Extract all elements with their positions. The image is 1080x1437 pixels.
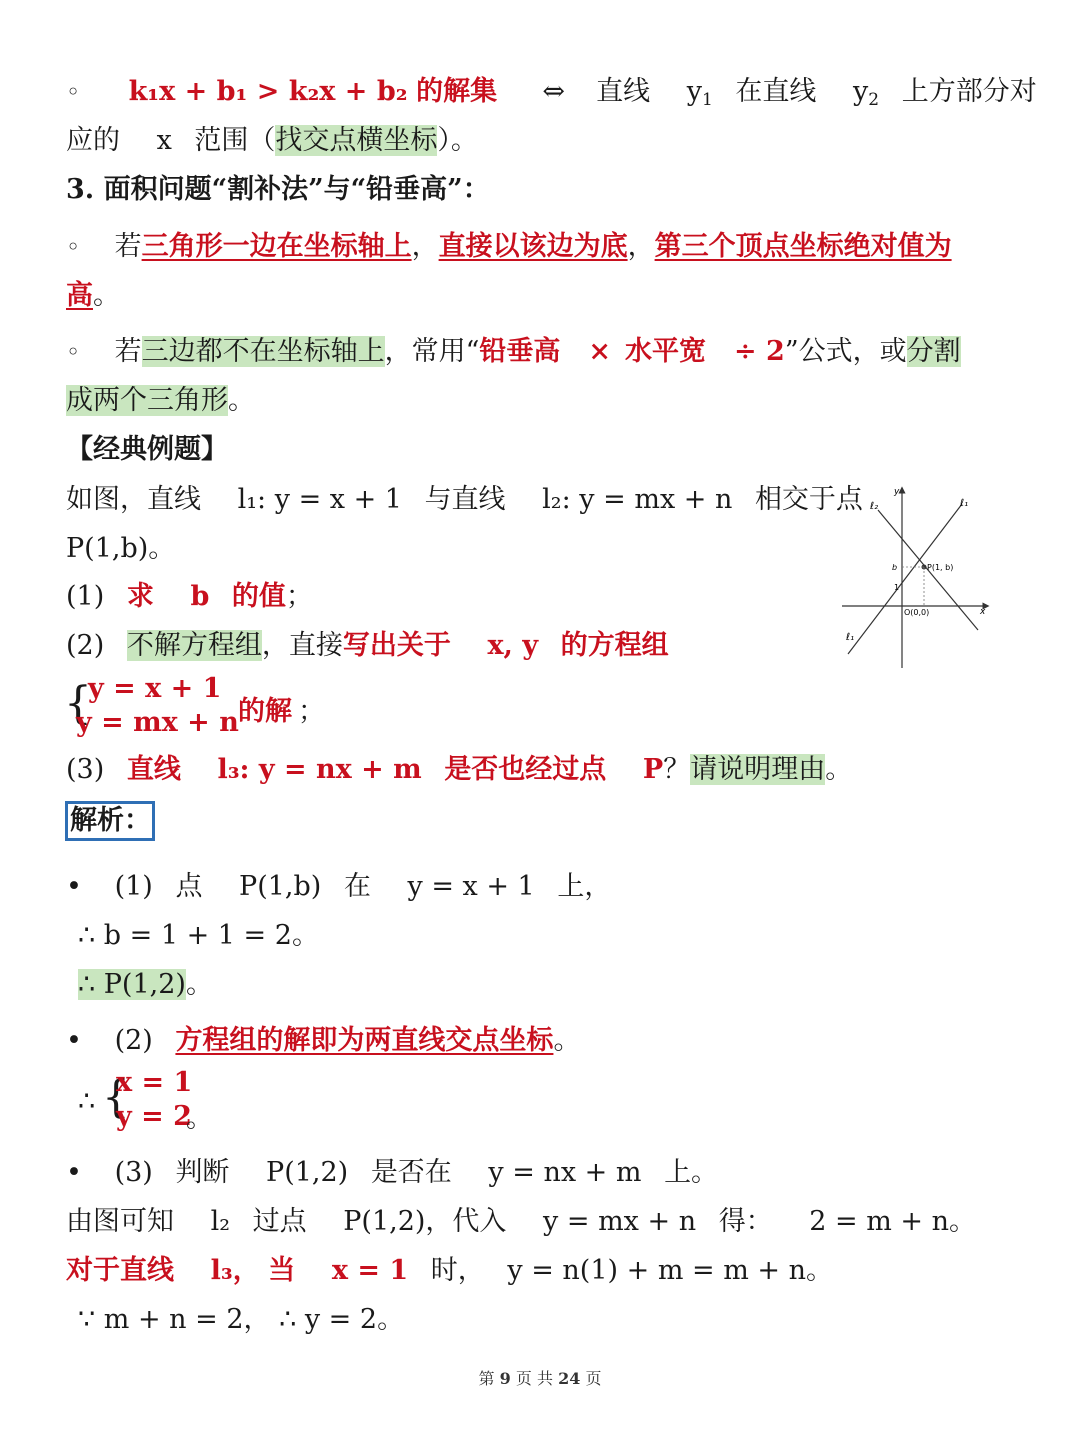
- page-footer: [0, 1366, 1080, 1389]
- y-axis-label: y: [894, 487, 900, 497]
- answer-1: [66, 867, 611, 907]
- x-axis-label: x: [980, 607, 986, 617]
- formula-rule-line: [66, 332, 961, 372]
- underlined-rule: 三角形一边在坐标轴上: [141, 231, 412, 262]
- text: 应的: [66, 125, 120, 156]
- text: 页: [585, 1369, 602, 1388]
- l2-label: ℓ₂: [870, 501, 879, 512]
- triangle-rule-line: [66, 227, 952, 267]
- formula-rule-cont: [66, 381, 255, 421]
- text: 的方程组: [560, 630, 669, 661]
- text: 。: [825, 754, 853, 785]
- highlight: 分割: [906, 336, 961, 367]
- l2-symbol: l₂: [210, 1206, 231, 1237]
- answer-2: [66, 1021, 580, 1061]
- answer-1-result: [78, 965, 213, 1005]
- text: 过点: [252, 1206, 307, 1237]
- underlined-rule: 第三个顶点坐标绝对值为: [654, 231, 952, 262]
- system-equations: [76, 672, 239, 740]
- inequality: k₁x + b₁ > k₂x + b₂: [128, 76, 408, 107]
- text: 。: [186, 1103, 213, 1134]
- text: 的值: [231, 581, 286, 612]
- p-symbol: P: [642, 754, 664, 785]
- equation: x = 1: [116, 1067, 193, 1098]
- underlined-rule: 直接以该边为底: [438, 231, 628, 262]
- line-l1: [848, 504, 962, 654]
- range-line: [66, 121, 478, 161]
- underlined-rule: 方程组的解即为两直线交点坐标: [175, 1025, 554, 1056]
- text: ；: [285, 581, 313, 612]
- b-symbol: b: [190, 581, 210, 612]
- therefore-symbol: ∴: [78, 1086, 96, 1117]
- text: 对于直线: [66, 1255, 174, 1286]
- highlight: 三边都不在坐标轴上: [141, 336, 385, 367]
- area-heading: 3. 面积问题“割补法”与“铅垂高”：: [66, 174, 490, 205]
- analysis-label: 解析：: [65, 801, 155, 841]
- equation-l3: l₃: y = nx + m: [217, 754, 422, 785]
- bullet: ◦: [66, 338, 81, 366]
- equation: y = mx + n: [543, 1206, 697, 1237]
- l3-symbol: l₃: [210, 1255, 233, 1286]
- point: P(1,b): [239, 871, 322, 902]
- bullet: ◦: [66, 233, 81, 261]
- brace: {: [64, 678, 92, 729]
- text: ？: [663, 754, 691, 785]
- text: 上方部分对: [901, 76, 1037, 107]
- text: 。: [228, 385, 255, 416]
- text: 是否在: [370, 1157, 452, 1188]
- one-label: 1: [894, 583, 900, 592]
- part-1: [66, 577, 313, 617]
- formula-part: ÷ 2: [734, 336, 785, 367]
- equation: y = nx + m: [488, 1157, 642, 1188]
- page-number: 9: [499, 1369, 511, 1388]
- equation: y = n(1) + m = m + n。: [507, 1255, 834, 1286]
- bullet: •: [66, 1157, 82, 1188]
- text: 是否也经过点: [444, 754, 607, 785]
- equation: y = x + 1: [88, 673, 222, 704]
- text: ，: [232, 1255, 260, 1286]
- highlight: 成两个三角形: [66, 385, 228, 416]
- text: 时，: [430, 1255, 485, 1286]
- text: ；: [298, 696, 325, 727]
- answer-3: [66, 1153, 718, 1193]
- text: 求: [126, 581, 154, 612]
- formula-part: 铅垂高: [479, 336, 561, 367]
- x-symbol: x: [156, 125, 172, 156]
- formula-part: 水平宽: [625, 336, 707, 367]
- y2-symbol: y: [853, 76, 869, 107]
- equation-system-2: [78, 1066, 278, 1136]
- text: 若: [114, 231, 142, 262]
- point: P(1,2): [266, 1157, 349, 1188]
- text: 在直线: [735, 76, 817, 107]
- l1-label: ℓ₁: [960, 498, 969, 509]
- part-number: (1): [66, 581, 105, 612]
- text: 如图，直线: [66, 484, 201, 515]
- text: ，: [627, 231, 655, 262]
- text: 第: [478, 1369, 495, 1388]
- question-line: [66, 480, 863, 520]
- part-number: (3): [114, 1157, 153, 1188]
- highlight: 不解方程组: [126, 630, 262, 661]
- text: 直线: [126, 754, 181, 785]
- text: 页 共: [515, 1369, 553, 1388]
- text: 范围（: [194, 125, 276, 156]
- equation-system-1: [64, 672, 364, 742]
- brace: {: [102, 1072, 130, 1123]
- y1-symbol: y: [686, 76, 702, 107]
- text: 当: [268, 1255, 296, 1286]
- highlight: 请说明理由: [690, 754, 826, 785]
- part-number: (3): [66, 754, 105, 785]
- bullet: •: [66, 871, 82, 902]
- text: ）。: [437, 125, 478, 156]
- text: 。: [553, 1025, 581, 1056]
- text: 写出关于: [342, 630, 451, 661]
- bullet: ◦: [66, 78, 81, 106]
- equation: 2 = m + n。: [809, 1206, 977, 1237]
- text: 直线: [596, 76, 651, 107]
- equation: y = x + 1: [407, 871, 535, 902]
- b-label: b: [892, 563, 898, 572]
- text: ，: [411, 231, 439, 262]
- solution-set-text: 的解集: [416, 76, 498, 107]
- triangle-rule-cont: [66, 276, 120, 316]
- question-point: P(1,b)。: [66, 533, 176, 564]
- part-number: (2): [114, 1025, 153, 1056]
- answer-3-step2: [66, 1251, 833, 1291]
- inequality-line: ◦ k₁x + b₁ > k₂x + b₂ 的解集 ⇔ 直线 $y_1$ 在直线 $y_2$ 上方部分对: [66, 72, 1037, 120]
- equation-l2: l₂: y = mx + n: [542, 484, 733, 515]
- section-heading: 【经典例题】: [66, 434, 228, 465]
- text: 相交于点: [754, 484, 863, 515]
- answer-1-calc: ∴ b = 1 + 1 = 2。: [78, 920, 319, 951]
- bullet: •: [66, 1025, 82, 1056]
- formula-part: ×: [588, 336, 612, 367]
- text: 与直线: [424, 484, 506, 515]
- text: 上。: [664, 1157, 719, 1188]
- answer-3-conclusion: ∵ m + n = 2， ∴ y = 2。: [78, 1304, 405, 1335]
- part-number: (1): [114, 871, 153, 902]
- origin-label: O(0,0): [904, 608, 930, 617]
- total-pages: 24: [558, 1369, 581, 1388]
- underlined-rule: 高: [66, 280, 93, 311]
- text: 在: [343, 871, 371, 902]
- text: 判断: [175, 1157, 230, 1188]
- l1-bottom-label: ℓ₁: [846, 632, 855, 643]
- highlight: ∴ P(1,2): [78, 969, 186, 1000]
- xy-symbol: x, y: [487, 630, 539, 661]
- equation: y = 2: [116, 1101, 192, 1132]
- part-3: [66, 750, 852, 790]
- answer-3-step1: [66, 1202, 976, 1242]
- text: 得：: [718, 1206, 773, 1237]
- p-label: P(1, b): [927, 563, 954, 572]
- part-2: [66, 626, 669, 666]
- text: 。: [185, 969, 213, 1000]
- highlight-intersection: 找交点横坐标: [275, 125, 438, 156]
- text: ，常用“: [384, 336, 480, 367]
- equivalence-symbol: ⇔: [542, 76, 565, 107]
- coordinate-figure: [838, 484, 998, 674]
- text: 由图可知: [66, 1206, 174, 1237]
- text: 。: [93, 280, 120, 311]
- point: P(1,2)，代入: [343, 1206, 507, 1237]
- condition: x = 1: [331, 1255, 409, 1286]
- text: ，直接: [261, 630, 343, 661]
- equation: y = mx + n: [76, 707, 239, 738]
- equation-l1: l₁: y = x + 1: [237, 484, 402, 515]
- system-equations: [116, 1066, 192, 1134]
- text: 点: [175, 871, 203, 902]
- text: ”公式，或: [784, 336, 907, 367]
- text: 上，: [557, 871, 612, 902]
- text: 若: [114, 336, 142, 367]
- text: 的解: [238, 696, 292, 727]
- part-number: (2): [66, 630, 105, 661]
